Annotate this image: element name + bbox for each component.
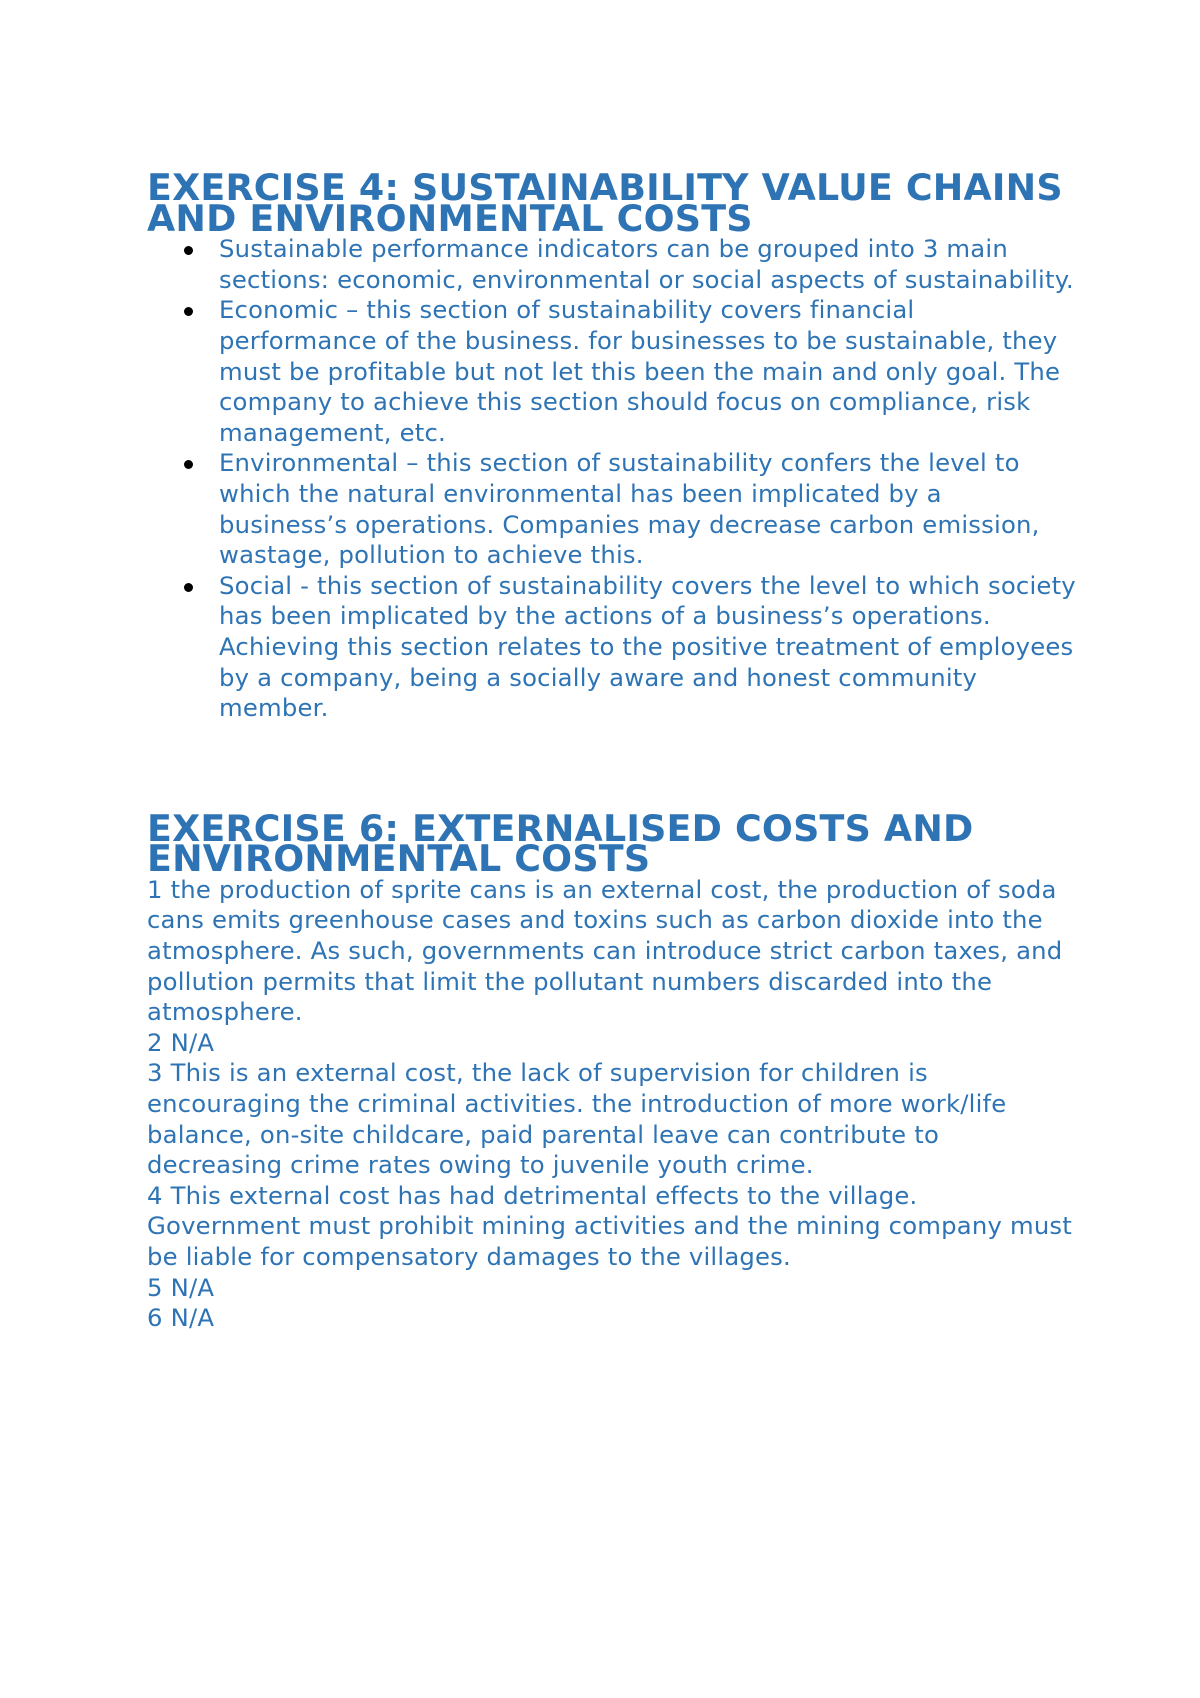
list-item-text: Environmental – this section of sustainability confers the level to which the natural environmental has been implicated by a business’s operations. Companies may decrease carbon emission, wastage, pollution to achieve this.	[219, 448, 1040, 570]
bullet-icon	[184, 246, 193, 255]
exercise-6-section	[147, 806, 1077, 1334]
section-spacer	[147, 724, 1077, 814]
answer-paragraph-4: 4 This external cost has had detrimental effects to the village. Government must prohibit mining activities and the mining company must be liable for compensatory damages to the villages.	[147, 1180, 1073, 1271]
answer-paragraph-3: 3 This is an external cost, the lack of supervision for children is encouraging the criminal activities. the introduction of more work/life balance, on-site childcare, paid parental leave can contribute to decreasing crime rates owing to juvenile youth crime.	[147, 1058, 1007, 1180]
exercise-4-heading: EXERCISE 4: SUSTAINABILITY VALUE CHAINS AND ENVIRONMENTAL COSTS	[147, 166, 1063, 240]
list-item-text: Sustainable performance indicators can be grouped into 3 main sections: economic, environmental or social aspects of sustainability.	[219, 234, 1074, 294]
answer-paragraph-6: 6 N/A	[147, 1303, 215, 1333]
exercise-4-bullet-list	[147, 234, 1077, 724]
document-content	[147, 166, 1077, 1334]
list-item	[147, 295, 1077, 448]
list-item	[147, 234, 1077, 295]
bullet-icon	[184, 307, 193, 316]
exercise-4-section	[147, 166, 1077, 724]
list-item-text: Economic – this section of sustainability covers financial performance of the business. for businesses to be sustainable, they must be profitable but not let this been the main and only goal. The company to achieve this section should focus on compliance, risk management, etc.	[219, 295, 1061, 447]
answer-paragraph-2: 2 N/A	[147, 1027, 215, 1057]
list-item	[147, 571, 1077, 724]
bullet-icon	[184, 460, 193, 469]
answer-paragraph-1: 1 the production of sprite cans is an external cost, the production of soda cans emits greenhouse cases and toxins such as carbon dioxide into the atmosphere. As such, governments can introduce strict carbon taxes, and pollution permits that limit the pollutant numbers discarded into the atmosphere.	[147, 874, 1063, 1027]
exercise-6-heading: EXERCISE 6: EXTERNALISED COSTS AND ENVIRONMENTAL COSTS	[147, 806, 974, 881]
list-item-text: Social - this section of sustainability covers the level to which society has been implicated by the actions of a business’s operations. Achieving this section relates to the positive treatment of employees by a company, being a socially aware and honest community member.	[219, 570, 1076, 723]
answer-paragraph-5: 5 N/A	[147, 1272, 215, 1302]
bullet-icon	[184, 583, 193, 592]
list-item	[147, 448, 1077, 570]
